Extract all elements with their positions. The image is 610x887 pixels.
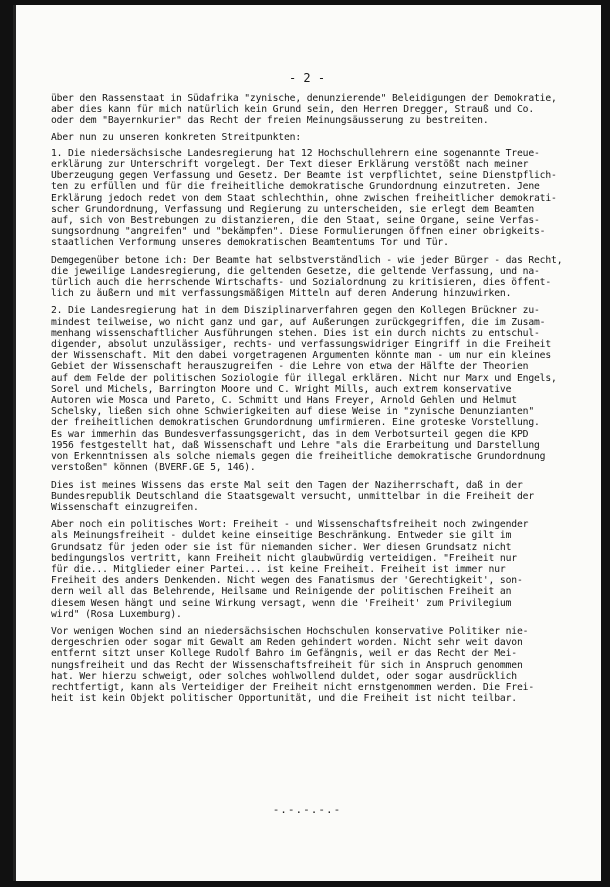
text-line: türlich auch die herrschende Wirtschafts- und Sozialordnung zu kritisieren, dies öffent-	[51, 277, 552, 289]
text-line: für die... Mitglieder einer Partei... ist keine Freiheit. Freiheit ist immer nur	[51, 563, 506, 575]
text-line: der freiheitlichen demokratischen Grundordnung umfirmieren. Eine groteske Vorstellung.	[51, 417, 540, 429]
text-line: lich zu äußern und mit verfassungsmäßigen Mitteln auf deren Änderung hinzuwirken.	[51, 288, 512, 300]
text-line: 1956 festgestellt hat, daß Wissenschaft und Lehre "als die Erarbeitung und Darstellung	[51, 439, 540, 451]
text-line: auf, sich von Bestrebungen zu distanzieren, die den Staat, seine Organe, seine Verfas-	[51, 215, 540, 227]
paragraph	[51, 519, 585, 620]
page-number: - 2 -	[288, 71, 326, 85]
text-line: nungsfreiheit und das Recht der Wissenschaftsfreiheit für sich in Anspruch genommen	[51, 659, 523, 671]
text-line: 1. Die niedersächsische Landesregierung hat 12 Hochschullehrern eine sogenannte Treue-	[51, 147, 540, 159]
end-mark: -.-.-.-.-	[272, 803, 342, 816]
text-line: bedingungslos vertritt, kann Freiheit nicht glaubwürdig verteidigen. "Freiheit nur	[51, 552, 517, 564]
text-line: menhang wissenschaftlicher Ausführungen stehen. Dies ist ein durch nichts zu entschul-	[51, 327, 540, 339]
paragraph	[51, 626, 585, 704]
text-line: ten zu erfüllen und für die freiheitliche demokratische Grundordnung einzutreten. Jene	[51, 181, 540, 193]
text-line: Grundsatz für jeden oder sie ist für niemanden sicher. Wer diesen Grundsatz nicht	[51, 541, 512, 553]
text-line: aber dies kann für mich natürlich kein Grund sein, den Herren Dregger, Strauß und Co.	[51, 104, 535, 116]
text-line: entfernt sitzt unser Kollege Rudolf Bahro im Gefängnis, weil er das Recht der Mei-	[51, 648, 517, 660]
text-line: Demgegenüber betone ich: Der Beamte hat selbstverständlich - wie jeder Bürger - das Recht,	[51, 254, 563, 266]
text-line: Freiheit des anders Denkenden. Nicht wegen des Fanatismus der 'Gerechtigkeit', son-	[51, 575, 523, 587]
text-line: der Wissenschaft. Mit den dabei vorgetragenen Argumenten könnte man - um nur ein kleines	[51, 350, 552, 362]
text-line: Bundesrepublik Deutschland die Staatsgewalt versucht, unmittelbar in die Freiheit der	[51, 490, 535, 502]
text-line: Aber nun zu unseren konkreten Streitpunkten:	[51, 131, 302, 143]
text-line: Gebiet der Wissenschaft herauszugreifen - die Lehre von etwa der Hälfte der Theorien	[51, 361, 529, 373]
text-line: dern weil all das Belehrende, Heilsame und Reinigende der politischen Freiheit an	[51, 586, 512, 598]
text-line: verstoßen" können (BVERF.GE 5, 146).	[51, 462, 256, 474]
paragraph	[51, 480, 585, 514]
paragraph	[51, 148, 585, 249]
text-line: Vor wenigen Wochen sind an niedersächsischen Hochschulen konservative Politiker nie-	[51, 625, 529, 637]
text-line: Aber noch ein politisches Wort: Freiheit - und Wissenschaftsfreiheit noch zwingender	[51, 519, 529, 531]
text-line: von Erkenntnissen als solche niemals gegen die freiheitliche demokratische Grundordnung	[51, 451, 546, 463]
paragraph	[51, 132, 585, 143]
text-line: 2. Die Landesregierung hat in dem Disziplinarverfahren gegen den Kollegen Brückner zu-	[51, 305, 540, 317]
text-line: rechtfertigt, kann als Verteidiger der Freiheit nicht ernstgenommen werden. Die Frei-	[51, 681, 535, 693]
document-body	[51, 93, 585, 710]
text-line: sungsordnung "angreifen" und "bekämpfen". Diese Formulierungen öffnen einer obrigkeits-	[51, 226, 546, 238]
text-line: dergeschrien oder sogar mit Gewalt am Reden gehindert worden. Nicht sehr weit davon	[51, 637, 523, 649]
text-line: hat. Wer hierzu schweigt, oder solches wohlwollend duldet, oder sogar ausdrücklich	[51, 670, 517, 682]
text-line: auf dem Felde der politischen Soziologie für illegal erklären. Nicht nur Marx und Engels,	[51, 372, 557, 384]
text-line: die jeweilige Landesregierung, die geltenden Gesetze, die geltende Verfassung, und na-	[51, 265, 540, 277]
paragraph	[51, 255, 585, 300]
paragraph	[51, 93, 585, 127]
text-line: erklärung zur Unterschrift vorgelegt. Der Text dieser Erklärung verstößt nach meiner	[51, 159, 529, 171]
text-line: über den Rassenstaat in Südafrika "zynische, denunzierende" Beleidigungen der Demokratie,	[51, 93, 557, 104]
text-line: scher Grundordnung, Verfassung und Regierung zu unterscheiden, sie erlegt dem Beamten	[51, 203, 535, 215]
text-line: staatlichen Verformung unseres demokratischen Beamtentums Tor und Tür.	[51, 237, 449, 249]
text-line: diesem Wesen hängt und seine Wirkung versagt, wenn die 'Freiheit' zum Privilegium	[51, 597, 512, 609]
text-line: als Meinungsfreiheit - duldet keine einseitige Beschränkung. Entweder sie gilt im	[51, 530, 512, 542]
scan-edge	[13, 5, 16, 881]
text-line: Wissenschaft einzugreifen.	[51, 501, 199, 513]
text-line: Überzeugung gegen Verfassung und Gesetz. Der Beamte ist verpflichtet, seine Dienstpflich-	[51, 170, 557, 182]
text-line: Dies ist meines Wissens das erste Mal seit den Tagen der Naziherrschaft, daß in der	[51, 479, 523, 491]
text-line: Sorel und Michels, Barrington Moore und C. Wright Mills, auch extrem konservative	[51, 383, 512, 395]
text-line: digender, absolut unzulässiger, rechts- und verfassungswidriger Eingriff in die Freiheit	[51, 339, 552, 351]
text-line: Schelsky, ließen sich ohne Schwierigkeiten auf diese Weise in "zynische Denunzianten"	[51, 406, 535, 418]
text-line: heit ist kein Objekt politischer Opportunität, und die Freiheit ist nicht teilbar.	[51, 693, 517, 705]
text-line: Erklärung jedoch redet von dem Staat schlechthin, ohne zwischen freiheitlicher demokrati-	[51, 192, 557, 204]
paragraph	[51, 305, 585, 473]
text-line: mindest teilweise, wo nicht ganz und gar, auf Äußerungen zurückgegriffen, die im Zusam-	[51, 316, 546, 328]
text-line: wird" (Rosa Luxemburg).	[51, 608, 182, 620]
text-line: Autoren wie Mosca und Pareto, C. Schmitt und Hans Freyer, Arnold Gehlen und Helmut	[51, 395, 517, 407]
text-line: oder dem "Bayernkurier" das Recht der freien Meinungsäusserung zu bestreiten.	[51, 115, 489, 127]
text-line: Es war immerhin das Bundesverfassungsgericht, das in dem Verbotsurteil gegen die KPD	[51, 428, 529, 440]
document-page	[13, 5, 601, 881]
